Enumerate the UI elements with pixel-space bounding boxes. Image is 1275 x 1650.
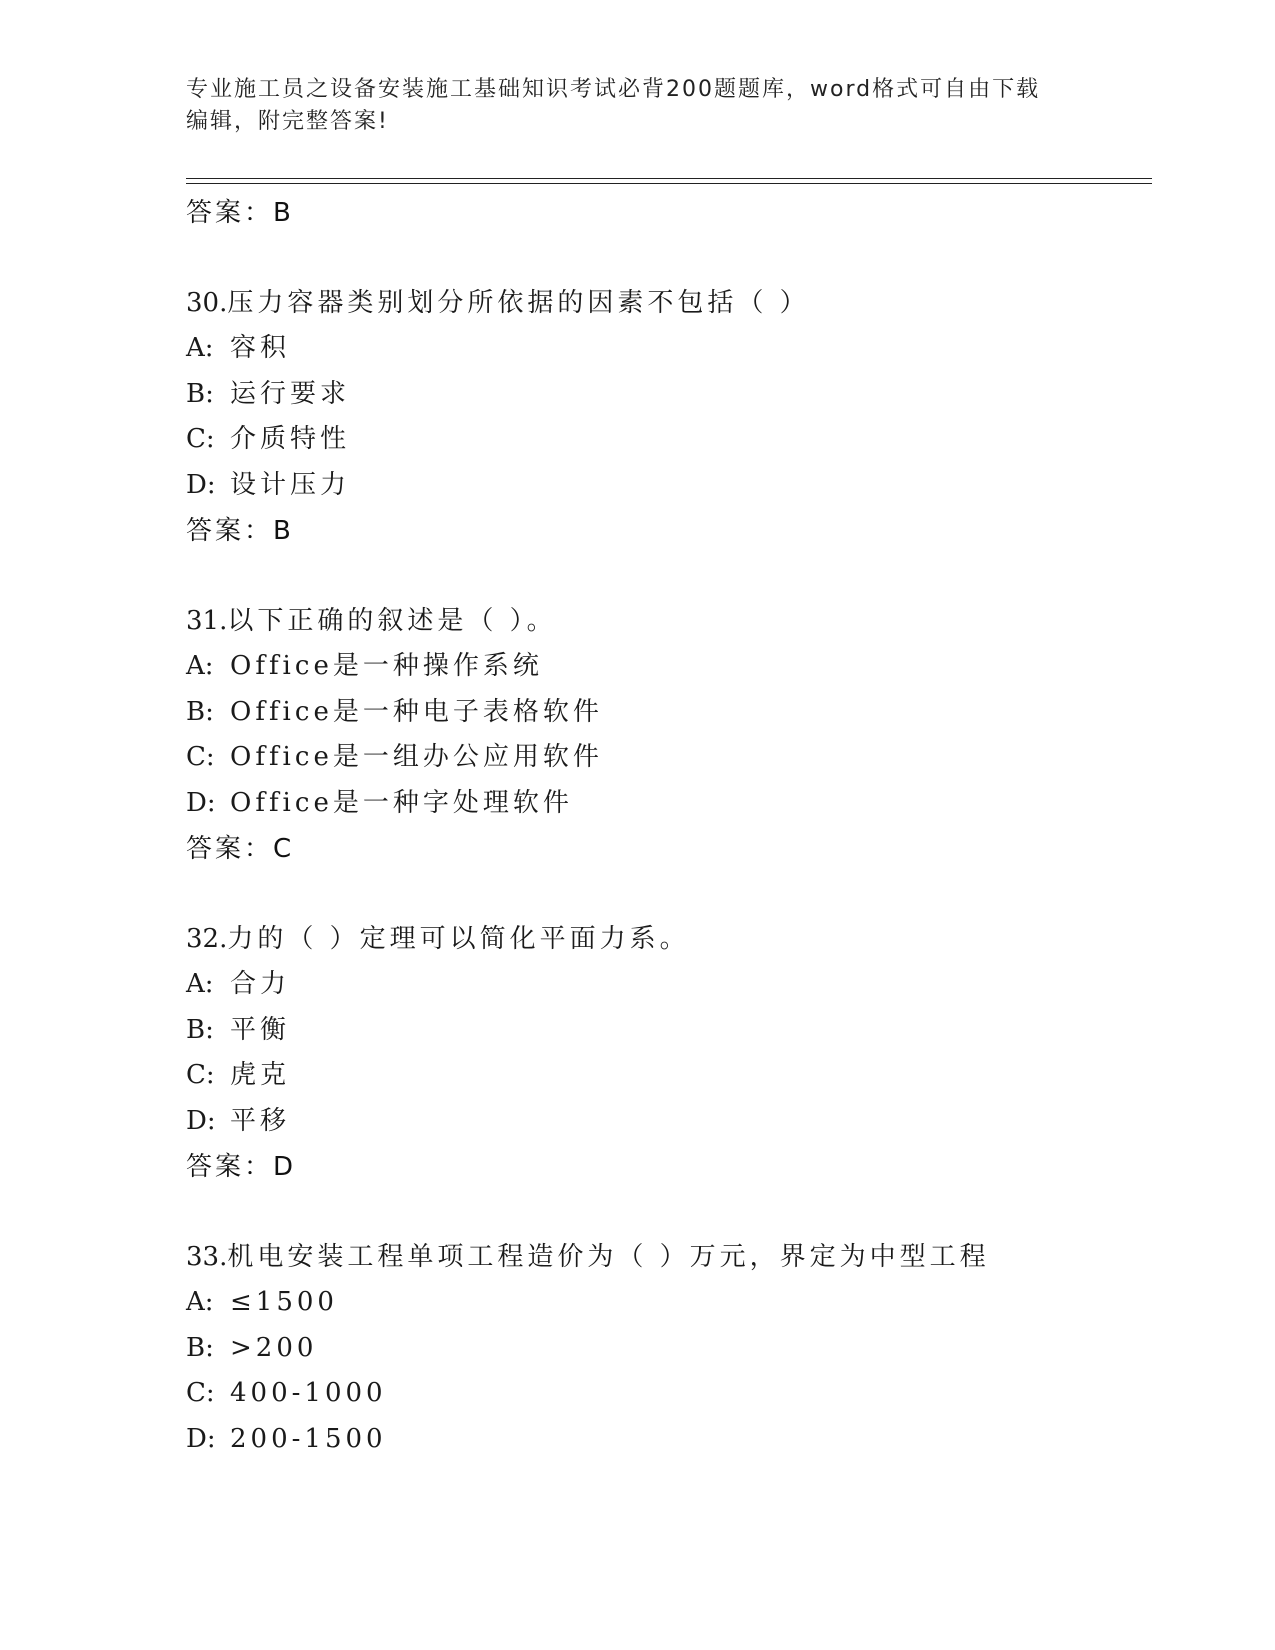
option-key: B: — [186, 1014, 214, 1045]
option-b — [186, 1008, 1152, 1054]
option-d — [186, 1417, 1152, 1463]
header-line-2: 编辑，附完整答案! — [186, 109, 389, 134]
option-key: D: — [186, 469, 216, 500]
question-number: 31. — [186, 606, 228, 636]
option-text: 合力 — [230, 969, 291, 999]
option-key: B: — [186, 378, 214, 409]
option-a — [186, 644, 1152, 690]
option-key: C: — [186, 742, 215, 772]
option-key: C: — [186, 1378, 215, 1408]
option-text: 平衡 — [230, 1014, 291, 1045]
document-header — [186, 74, 1066, 138]
question-text — [186, 599, 1152, 644]
questions-container — [186, 281, 1152, 1462]
option-text: Office是一种字处理软件 — [230, 787, 573, 818]
option-d — [186, 781, 1152, 827]
question-number: 30. — [186, 288, 228, 318]
answer-line — [186, 508, 1152, 554]
question-stem: 力的（ ）定理可以简化平面力系。 — [227, 924, 690, 954]
answer-label: 答案： — [186, 1152, 274, 1182]
question-text — [186, 1235, 1152, 1280]
option-key: A: — [186, 651, 214, 681]
answer-value: B — [273, 198, 294, 228]
option-a — [186, 326, 1152, 372]
header-rule-top — [186, 178, 1152, 179]
answer-value: D — [273, 1152, 297, 1182]
option-key: C: — [186, 1060, 215, 1090]
option-text: Office是一种电子表格软件 — [230, 696, 603, 727]
option-text: 设计压力 — [230, 469, 351, 500]
spacer — [186, 872, 1152, 917]
option-text: Office是一种操作系统 — [230, 651, 543, 681]
answer-value: C — [273, 834, 295, 864]
question-block — [186, 1235, 1152, 1462]
header-rule-bottom — [186, 183, 1152, 184]
option-text: 运行要求 — [230, 378, 351, 409]
question-stem: 以下正确的叙述是（ ）。 — [227, 606, 557, 636]
option-b — [186, 372, 1152, 418]
question-stem: 机电安装工程单项工程造价为（ ）万元，界定为中型工程 — [227, 1242, 990, 1272]
spacer — [186, 554, 1152, 599]
option-b — [186, 690, 1152, 736]
answer-line — [186, 826, 1152, 872]
question-list — [186, 190, 1152, 1462]
option-a — [186, 962, 1152, 1008]
answer-line — [186, 190, 1152, 236]
option-key: C: — [186, 424, 215, 454]
header-line-1: 专业施工员之设备安装施工基础知识考试必背200题题库，word格式可自由下载 — [186, 77, 1041, 102]
question-block — [186, 281, 1152, 599]
option-d — [186, 463, 1152, 509]
option-c — [186, 417, 1152, 463]
answer-value: B — [273, 516, 294, 546]
option-d — [186, 1099, 1152, 1145]
question-number: 32. — [186, 924, 228, 954]
option-key: A: — [186, 1287, 214, 1317]
option-text: 200-1500 — [230, 1423, 387, 1454]
option-c — [186, 735, 1152, 781]
option-key: B: — [186, 1332, 214, 1363]
answer-line — [186, 1144, 1152, 1190]
option-text: Office是一组办公应用软件 — [230, 742, 603, 772]
option-a — [186, 1280, 1152, 1326]
question-stem: 压力容器类别划分所依据的因素不包括（ ） — [227, 288, 810, 318]
answer-label: 答案： — [186, 516, 274, 546]
option-text: ≤1500 — [230, 1287, 338, 1317]
option-c — [186, 1053, 1152, 1099]
option-text: >200 — [230, 1332, 318, 1363]
question-text — [186, 281, 1152, 326]
question-text — [186, 917, 1152, 962]
option-key: D: — [186, 1423, 216, 1454]
option-key: A: — [186, 969, 214, 999]
option-key: A: — [186, 333, 214, 363]
option-text: 400-1000 — [230, 1378, 387, 1408]
option-key: B: — [186, 696, 214, 727]
option-text: 平移 — [230, 1105, 291, 1136]
spacer — [186, 1190, 1152, 1235]
option-b — [186, 1326, 1152, 1372]
spacer — [186, 236, 1152, 281]
option-c — [186, 1371, 1152, 1417]
option-key: D: — [186, 787, 216, 818]
option-key: D: — [186, 1105, 216, 1136]
option-text: 容积 — [230, 333, 291, 363]
question-number: 33. — [186, 1242, 228, 1272]
answer-label: 答案： — [186, 198, 274, 228]
question-block — [186, 917, 1152, 1235]
option-text: 虎克 — [230, 1060, 291, 1090]
question-block — [186, 599, 1152, 917]
option-text: 介质特性 — [230, 424, 351, 454]
answer-label: 答案： — [186, 834, 274, 864]
